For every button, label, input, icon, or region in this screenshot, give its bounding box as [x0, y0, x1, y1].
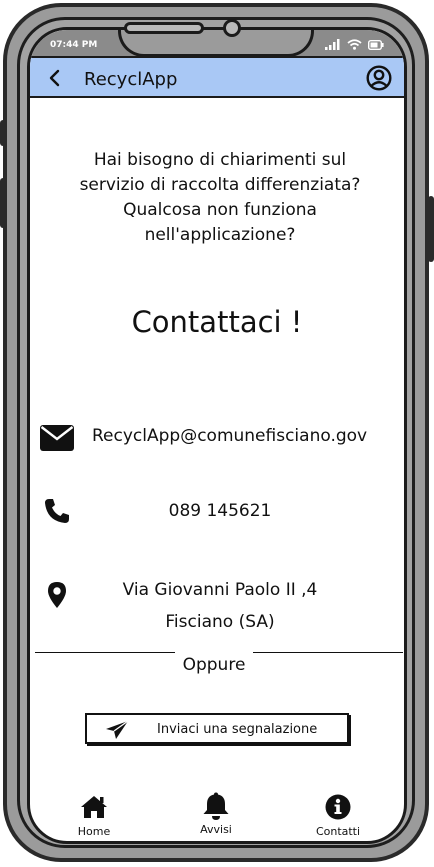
intro-line-2: servizio di raccolta differenziata? [79, 175, 361, 195]
envelope-icon [40, 425, 74, 451]
screen [27, 27, 407, 844]
info-icon [325, 794, 351, 820]
side-button-right [428, 196, 434, 262]
email-link[interactable]: RecyclApp@comunefisciano.gov [92, 426, 368, 446]
intro-line-4: nell'applicazione? [144, 225, 296, 245]
app-bar [30, 56, 404, 98]
back-button[interactable] [40, 65, 68, 91]
side-button-left-bottom [0, 178, 6, 228]
phone-row [30, 497, 404, 529]
app-title: RecyclApp [84, 69, 178, 90]
send-icon [105, 720, 129, 740]
nav-avvisi-label: Avvisi [200, 823, 232, 836]
intro-line-1: Hai bisogno di chiarimenti sul [93, 150, 347, 170]
wifi-icon [347, 39, 362, 50]
divider-left [35, 652, 175, 653]
status-icons [325, 39, 384, 50]
divider-label: Oppure [182, 655, 246, 675]
user-circle-icon [366, 65, 392, 91]
report-button[interactable] [85, 713, 349, 744]
phone-speaker [124, 22, 204, 34]
intro-text [50, 148, 390, 248]
bottom-nav [30, 790, 404, 844]
address-line-2: Fisciano (SA) [165, 612, 275, 632]
nav-contatti[interactable] [303, 794, 373, 838]
status-time: 07:44 PM [50, 40, 98, 50]
address-line-1: Via Giovanni Paolo II ,4 [122, 580, 318, 600]
divider-right [253, 652, 403, 653]
contact-heading: Contattaci ! [131, 305, 303, 339]
profile-button[interactable] [366, 65, 392, 91]
bell-icon [201, 791, 231, 821]
address-row [30, 575, 404, 637]
home-icon [79, 794, 109, 820]
phone-link[interactable]: 089 145621 [168, 501, 272, 521]
battery-icon [368, 40, 384, 50]
chevron-left-icon [47, 69, 61, 87]
signal-icon [325, 39, 341, 50]
email-row [30, 422, 404, 454]
phone-camera [223, 19, 241, 37]
nav-avvisi[interactable] [181, 794, 251, 836]
nav-contatti-label: Contatti [315, 825, 361, 838]
side-button-left-top [0, 120, 6, 146]
report-button-label: Inviaci una segnalazione [157, 722, 318, 737]
nav-home-label: Home [77, 825, 111, 838]
phone-icon [43, 497, 71, 525]
intro-line-3: Qualcosa non funziona [123, 200, 317, 220]
nav-home[interactable] [59, 794, 129, 838]
map-pin-icon [47, 581, 67, 609]
